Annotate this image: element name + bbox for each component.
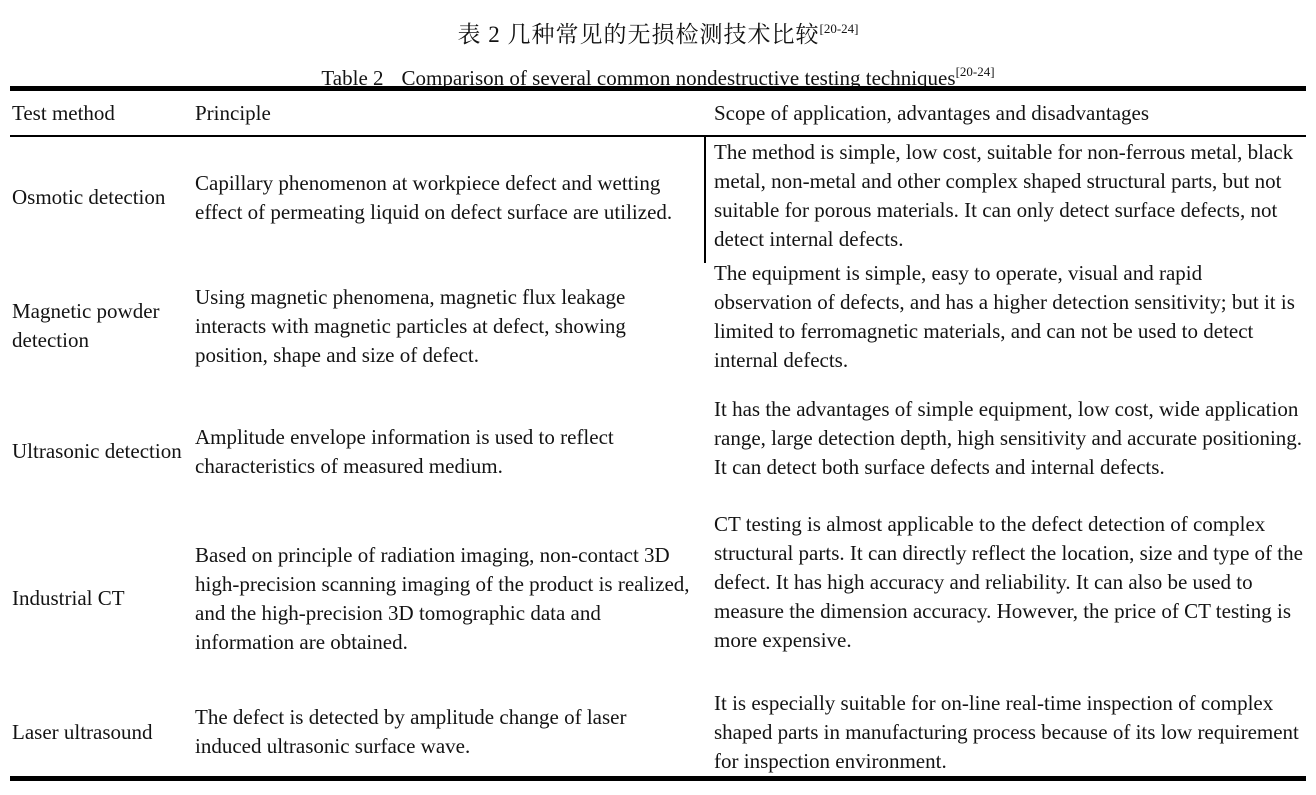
method-cell: Ultrasonic detection: [12, 439, 182, 463]
table-number-label: Table 2: [321, 66, 384, 90]
table-caption-en-text: Comparison of several common nondestructive testing techniques: [401, 66, 956, 90]
method-cell: Magnetic powder detection: [12, 299, 160, 352]
table-row-laser-ultrasound: [10, 688, 1306, 776]
principle-cell: Using magnetic phenomena, magnetic flux leakage interacts with magnetic particles at defect, showing position, shape and size of defect.: [195, 284, 626, 367]
table-header-row: [10, 91, 1306, 137]
column-divider-line: [704, 137, 706, 263]
header-test-method: Test method: [12, 100, 115, 125]
comparison-table: [10, 86, 1306, 781]
table-caption-zh-text: 表 2 几种常见的无损检测技术比较: [457, 22, 820, 47]
method-cell: Osmotic detection: [12, 185, 166, 209]
scope-cell: CT testing is almost applicable to the defect detection of complex structural parts. It can directly reflect the location, size and type of the defect. It has high accuracy and reliability. It can also be used to measure the dimension accuracy. However, the price of CT testing is more expensive.: [714, 512, 1303, 652]
table-caption-zh: [0, 14, 1316, 50]
scope-cell: It has the advantages of simple equipment, low cost, wide application range, large detection depth, high sensitivity and accurate positioning. It can detect both surface defects and internal defects.: [714, 397, 1303, 479]
citation-ref-en: [20-24]: [955, 64, 995, 79]
scope-cell: The equipment is simple, easy to operate, visual and rapid observation of defects, and has a higher detection sensitivity; but it is limited to ferromagnetic materials, and can not be used to detect internal defects.: [714, 261, 1295, 372]
header-principle: Principle: [195, 100, 271, 125]
method-cell: Laser ultrasound: [12, 719, 153, 744]
header-scope: Scope of application, advantages and disadvantages: [714, 100, 1150, 125]
principle-cell: Based on principle of radiation imaging, non-contact 3D high-precision scanning imaging of the product is realized, and the high-precision 3D tomographic data and information are obtained.: [195, 542, 690, 654]
table-row-industrial-ct: [10, 509, 1306, 688]
principle-cell: The defect is detected by amplitude change of laser induced ultrasonic surface wave.: [195, 705, 627, 758]
table-row-osmotic-detection: [10, 137, 1306, 258]
principle-cell: Amplitude envelope information is used to reflect characteristics of measured medium.: [195, 424, 614, 478]
citation-ref-zh: [20-24]: [819, 21, 859, 36]
table-row-ultrasonic-detection: [10, 394, 1306, 509]
scope-cell: The method is simple, low cost, suitable for non-ferrous metal, black metal, non-metal and other complex shaped structural parts, but not suitable for porous materials. It can only detect surface defects, not detect internal defects.: [714, 140, 1294, 251]
table-row-magnetic-powder-detection: [10, 258, 1306, 394]
method-cell: Industrial CT: [12, 586, 125, 610]
principle-cell: Capillary phenomenon at workpiece defect and wetting effect of permeating liquid on defect surface are utilized.: [195, 170, 673, 224]
scope-cell: It is especially suitable for on-line real-time inspection of complex shaped parts in manufacturing process because of its low requirement for inspection environment.: [714, 691, 1299, 773]
